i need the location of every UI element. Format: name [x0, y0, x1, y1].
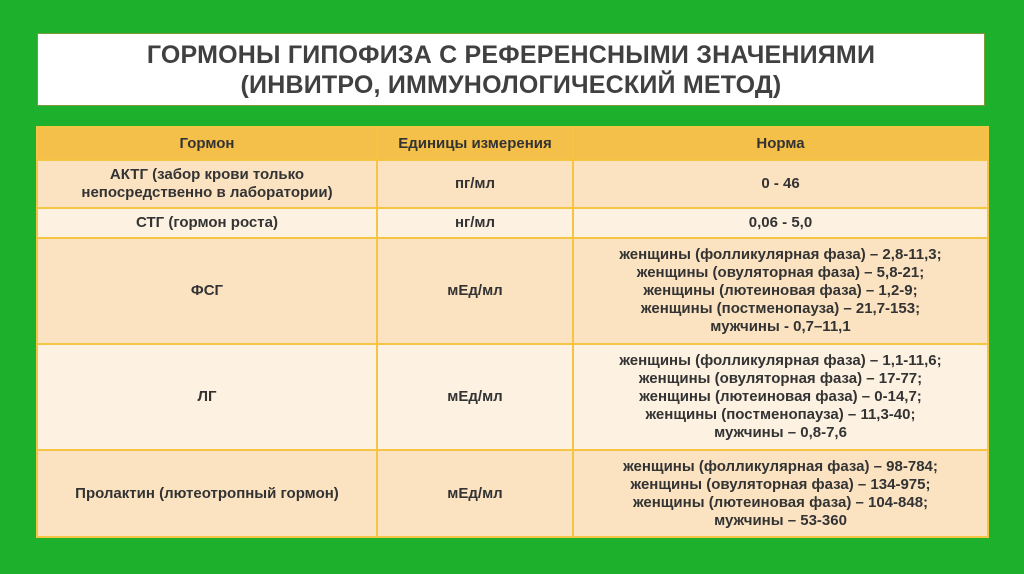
- cell-norm: [573, 344, 988, 450]
- cell-units: нг/мл: [377, 208, 573, 238]
- cell-hormone: [37, 160, 377, 208]
- norm-text: женщины (овуляторная фаза) – 5,8-21;: [636, 264, 925, 281]
- hormone-text: непосредственно в лаборатории): [81, 184, 333, 201]
- norm-text: женщины (лютеиновая фаза) – 104-848;: [632, 493, 929, 511]
- norm-text: женщины (постменопауза) – 11,3-40;: [645, 406, 916, 423]
- cell-units: мЕд/мл: [377, 238, 573, 344]
- cell-units: мЕд/мл: [377, 450, 573, 537]
- table-row: [37, 208, 988, 238]
- norm-text: женщины (овуляторная фаза) – 134-975;: [630, 475, 931, 493]
- cell-units: пг/мл: [377, 160, 573, 208]
- norm-text: женщины (постменопауза) – 21,7-153;: [640, 300, 921, 317]
- norm-text: 0 - 46: [761, 175, 800, 192]
- hormone-text: ЛГ: [197, 388, 217, 405]
- hormone-text: Пролактин (лютеотропный гормон): [75, 484, 339, 502]
- cell-norm: [573, 238, 988, 344]
- cell-hormone: [37, 344, 377, 450]
- table-row: [37, 238, 988, 344]
- norm-text: женщины (овуляторная фаза) – 17-77;: [638, 370, 923, 387]
- norm-text: женщины (фолликулярная фаза) – 98-784;: [623, 457, 938, 475]
- norm-text: 0,06 - 5,0: [748, 214, 813, 231]
- header-hormone: Гормон: [37, 127, 377, 160]
- header-norm: Норма: [573, 127, 988, 160]
- cell-hormone: [37, 238, 377, 344]
- hormone-text: АКТГ (забор крови только: [109, 166, 305, 183]
- hormone-table: [36, 126, 989, 538]
- cell-norm: [573, 208, 988, 238]
- hormone-table-container: [36, 126, 987, 536]
- norm-text: мужчины - 0,7–11,1: [710, 318, 851, 335]
- cell-norm: [573, 450, 988, 537]
- hormone-text: ФСГ: [190, 282, 224, 299]
- cell-hormone: [37, 208, 377, 238]
- header-units: Единицы измерения: [377, 127, 573, 160]
- hormone-text: СТГ (гормон роста): [136, 214, 278, 231]
- norm-text: женщины (фолликулярная фаза) – 2,8-11,3;: [619, 246, 942, 263]
- title-box: [37, 33, 985, 106]
- table-row: [37, 344, 988, 450]
- cell-norm: [573, 160, 988, 208]
- table-row: [37, 450, 988, 537]
- norm-text: мужчины – 53-360: [714, 511, 847, 529]
- norm-text: женщины (фолликулярная фаза) – 1,1-11,6;: [619, 352, 942, 369]
- norm-text: женщины (лютеиновая фаза) – 0-14,7;: [639, 388, 922, 405]
- page-title-line-2: (ИНВИТРО, ИММУНОЛОГИЧЕСКИЙ МЕТОД): [240, 70, 782, 99]
- norm-text: женщины (лютеиновая фаза) – 1,2-9;: [643, 282, 918, 299]
- cell-units: мЕд/мл: [377, 344, 573, 450]
- page-title-line-1: ГОРМОНЫ ГИПОФИЗА С РЕФЕРЕНСНЫМИ ЗНАЧЕНИЯМИ: [146, 40, 876, 69]
- table-header-row: [37, 127, 988, 160]
- norm-text: мужчины – 0,8-7,6: [714, 424, 847, 441]
- table-row: [37, 160, 988, 208]
- cell-hormone: [37, 450, 377, 537]
